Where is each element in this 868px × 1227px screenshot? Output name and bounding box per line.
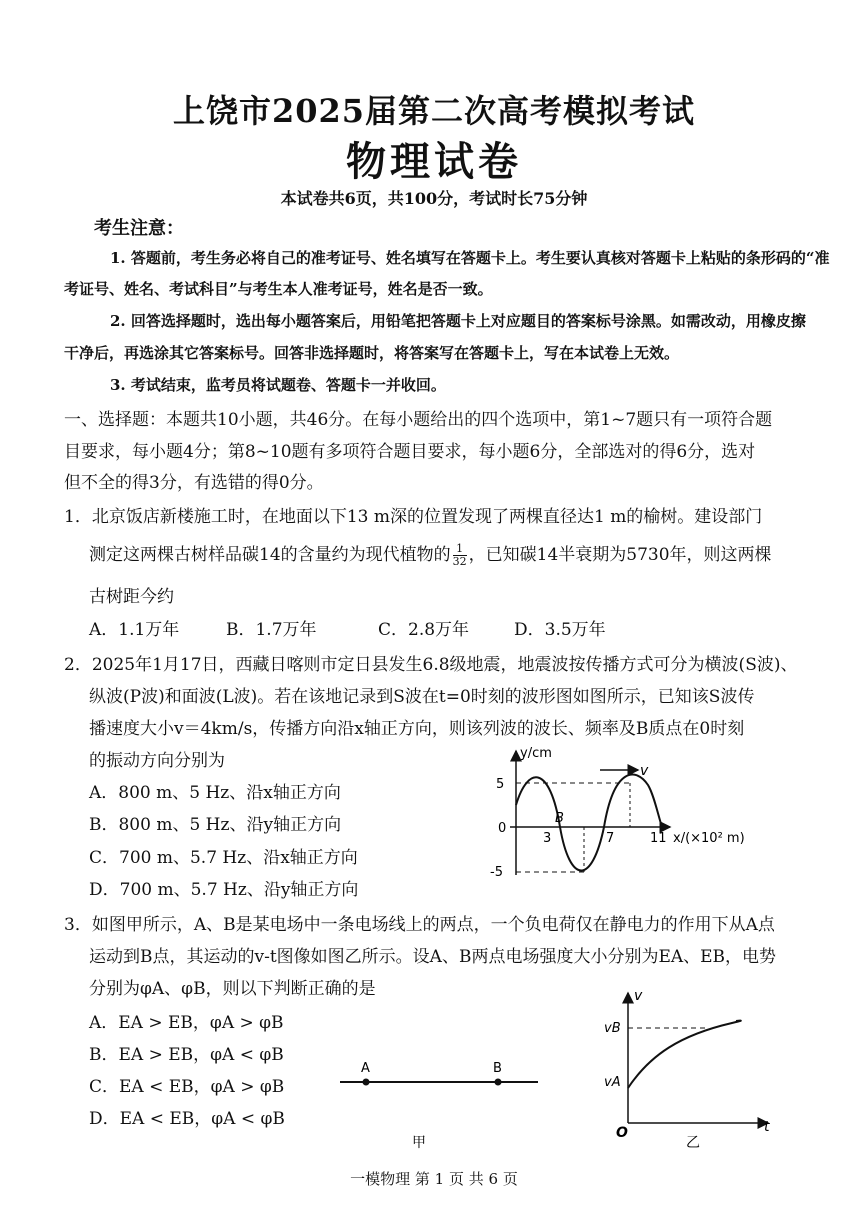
t-axis-label: t xyxy=(764,1119,770,1135)
wave-curve xyxy=(516,775,662,871)
section-line: 一、选择题：本题共10小题，共46分。在每小题给出的四个选项中，第1~7题只有一项符合题 xyxy=(64,410,773,430)
y-axis-label: y/cm xyxy=(520,746,552,761)
vb-label: vB xyxy=(604,1021,621,1036)
q2-option-b: B．800 m、5 Hz、沿y轴正方向 xyxy=(89,815,342,835)
q3-option-d: D．EA < EB，φA < φB xyxy=(89,1109,285,1129)
q1-stem-part: 测定这两棵古树样品碳14的含量约为现代植物的 xyxy=(89,545,451,565)
origin-label: O xyxy=(616,1125,628,1141)
va-label: vA xyxy=(604,1075,621,1090)
x-tick: 3 xyxy=(543,831,552,846)
exam-info: 本试卷共6页，共100分，考试时长75分钟 xyxy=(280,189,588,208)
q1-option-d: D．3.5万年 xyxy=(514,620,606,640)
figure-caption: 甲 xyxy=(412,1135,426,1151)
point-b-label: B xyxy=(555,811,564,826)
q1-stem-part: ，已知碳14半衰期为5730年，则这两棵 xyxy=(468,545,772,565)
notice-line: 3. 考试结束，监考员将试题卷、答题卡一并收回。 xyxy=(110,376,446,394)
q3-option-a: A．EA > EB，φA > φB xyxy=(89,1013,284,1033)
notice-line: 考证号、姓名、考试科目”与考生本人准考证号，姓名是否一致。 xyxy=(64,280,493,298)
field-line-figure xyxy=(330,1055,550,1155)
x-tick: 11 xyxy=(650,831,667,846)
fraction-denominator: 32 xyxy=(452,555,467,568)
section-line: 目要求，每小题4分；第8~10题有多项符合题目要求，每小题6分，全部选对的得6分，选对 xyxy=(64,442,756,462)
y-tick: 5 xyxy=(496,777,505,792)
q1-stem: 古树距今约 xyxy=(89,587,174,607)
figure-caption: 乙 xyxy=(686,1135,700,1151)
point-b xyxy=(495,1079,502,1086)
fraction xyxy=(453,543,467,568)
q2-option-d: D．700 m、5.7 Hz、沿y轴正方向 xyxy=(89,880,359,900)
notice-line: 2. 回答选择题时，选出每小题答案后，用铅笔把答题卡上对应题目的答案标号涂黑。如需改动，用橡皮擦 xyxy=(110,312,806,330)
q1-option-c: C．2.8万年 xyxy=(378,620,470,640)
q2-stem: 播速度大小v＝4km/s，传播方向沿x轴正方向，则该列波的波长、频率及B质点在0时刻 xyxy=(89,719,745,739)
y-tick: -5 xyxy=(490,865,503,880)
point-a-label: A xyxy=(361,1061,370,1076)
q1-stem xyxy=(89,540,772,568)
notice-line: 1. 答题前，考生务必将自己的准考证号、姓名填写在答题卡上。考生要认真核对答题卡上粘贴的条形码的“准 xyxy=(110,249,830,267)
q1-option-a: A．1.1万年 xyxy=(89,620,180,640)
q3-option-c: C．EA < EB，φA > φB xyxy=(89,1077,285,1097)
q2-option-c: C．700 m、5.7 Hz、沿x轴正方向 xyxy=(89,848,358,868)
x-axis-label: x/(×10² m) xyxy=(673,831,745,846)
q2-stem: 2．2025年1月17日，西藏日喀则市定日县发生6.8级地震，地震波按传播方式可分为横波(S波)、 xyxy=(64,655,798,675)
point-a xyxy=(363,1079,370,1086)
q3-option-b: B．EA > EB，φA < φB xyxy=(89,1045,284,1065)
vt-curve xyxy=(628,1021,741,1088)
velocity-label: v xyxy=(640,763,649,779)
fraction-numerator: 1 xyxy=(453,543,467,556)
v-axis-label: v xyxy=(634,988,643,1004)
vt-graph xyxy=(590,985,780,1160)
point-b-label: B xyxy=(493,1061,502,1076)
wave-graph xyxy=(480,745,770,890)
subject-title: 物理试卷 xyxy=(346,138,522,185)
q3-stem: 分别为φA、φB，则以下判断正确的是 xyxy=(89,979,376,999)
q1-stem: 1．北京饭店新楼施工时，在地面以下13 m深的位置发现了两棵直径达1 m的榆树。建设部门 xyxy=(64,507,763,527)
q2-stem: 的振动方向分别为 xyxy=(89,751,225,771)
section-line: 但不全的得3分，有选错的得0分。 xyxy=(64,473,324,493)
q3-stem: 运动到B点，其运动的v-t图像如图乙所示。设A、B两点电场强度大小分别为EA、EB，电势 xyxy=(89,947,777,967)
y-tick: 0 xyxy=(498,821,507,836)
notice-line: 干净后，再选涂其它答案标号。回答非选择题时，将答案写在答题卡上，写在本试卷上无效。 xyxy=(64,344,680,362)
q2-stem: 纵波(P波)和面波(L波)。若在该地记录到S波在t=0时刻的波形图如图所示，已知该S波传 xyxy=(89,687,755,707)
exam-title: 上饶市2025届第二次高考模拟考试 xyxy=(172,92,696,130)
notice-heading: 考生注意： xyxy=(94,218,184,239)
q1-option-b: B．1.7万年 xyxy=(226,620,317,640)
q3-stem: 3．如图甲所示，A、B是某电场中一条电场线上的两点，一个负电荷仅在静电力的作用下从A点 xyxy=(64,915,775,935)
x-tick: 7 xyxy=(606,831,615,846)
q2-option-a: A．800 m、5 Hz、沿x轴正方向 xyxy=(89,783,341,803)
page-footer: 一模物理 第 1 页 共 6 页 xyxy=(350,1170,518,1188)
